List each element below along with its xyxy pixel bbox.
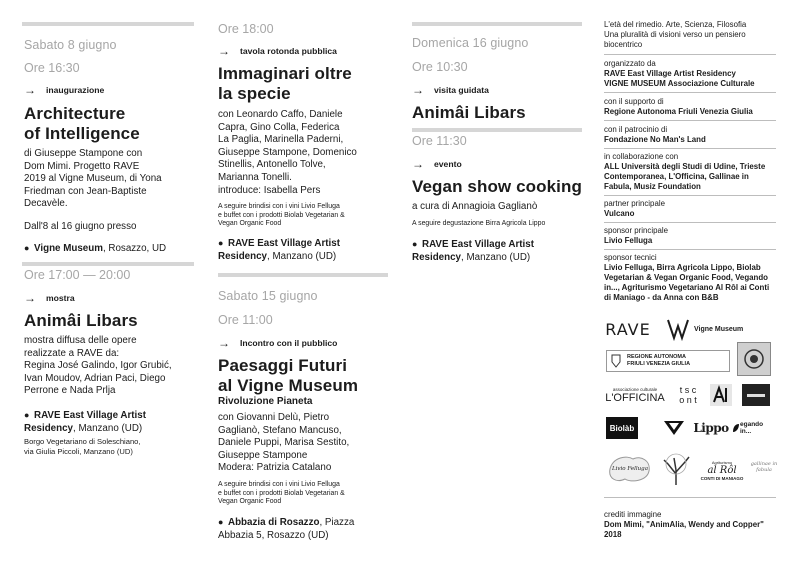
event-type: → visita guidata	[412, 83, 489, 97]
arrow-right-icon: →	[218, 44, 230, 58]
seal-icon	[743, 348, 765, 370]
divider	[22, 262, 194, 266]
event-note: A seguire brindisi con i vini Livio Felluga e buffet con i prodotti Biolab Vegetarian & Vegan Organic Food	[218, 203, 345, 228]
event-description: mostra diffusa delle opere realizzate a RAVE da: Regina José Galindo, Igor Grubić, Ivan Moudov, Adrian Paci, Diego Perrone e Nada Prlja	[24, 335, 172, 397]
event-time: Ore 16:30	[24, 61, 80, 75]
event-description: di Giuseppe Stampone con Dom Mimi. Progetto RAVE 2019 al Vigne Museum, di Yona Friedman con Jean-Baptiste Decavèle.	[24, 148, 162, 210]
event-title: Animâi Libars	[24, 311, 138, 330]
organized-label: organizzato da	[604, 59, 656, 68]
divider	[604, 54, 776, 55]
divider	[218, 273, 388, 277]
vegando-logo: egando in...	[732, 418, 776, 438]
no-mans-land-logo	[737, 342, 771, 376]
event-location: ● RAVE East Village Artist Residency, Manzano (UD)	[24, 410, 146, 434]
event-title: Immaginari oltre la specie	[218, 64, 352, 103]
divider	[412, 128, 582, 132]
day-heading: Domenica 16 giugno	[412, 36, 529, 50]
biolab-logo: Biolàb	[606, 417, 638, 439]
event-title: Paesaggi Futuri al Vigne Museum	[218, 356, 359, 395]
collaboration-label: in collaborazione con	[604, 152, 679, 161]
event-time: Ore 11:30	[412, 134, 467, 148]
bullet-icon: ●	[218, 238, 224, 248]
event-title: Architecture of Intelligence	[24, 104, 140, 143]
event-dates: Dall'8 al 16 giugno presso	[24, 221, 137, 232]
all-university-logo	[710, 384, 732, 406]
event-time: Ore 18:00	[218, 22, 274, 36]
patronage-label: con il patrocinio di	[604, 125, 668, 134]
main-partner-label: partner principale	[604, 199, 665, 208]
regione-crest-icon	[611, 354, 621, 368]
patronage: Fondazione No Man's Land	[604, 135, 706, 144]
divider	[604, 249, 776, 250]
event-location: ● RAVE East Village Artist Residency, Manzano (UD)	[218, 238, 340, 262]
trieste-contemporanea-logo: t s c o n t	[679, 385, 697, 405]
event-note: A seguire brindisi con i vini Livio Felluga e buffet con i prodotti Biolab Vegetarian & Vegan Organic Food	[218, 481, 345, 506]
divider	[604, 120, 776, 121]
support-label: con il supporto di	[604, 97, 664, 106]
divider	[604, 148, 776, 149]
event-location: ● Abbazia di Rosazzo, Piazza Abbazia 5, Rosazzo (UD)	[218, 517, 355, 541]
top-rule	[412, 22, 582, 26]
arrow-right-icon: →	[412, 83, 424, 97]
collaborators: ALL Università degli Studi di Udine, Trieste Contemporanea, L'Officina, Gallinae in Fabula, Musiz Foundation	[604, 162, 766, 191]
day-heading: Sabato 15 giugno	[218, 289, 318, 303]
vigne-museum-mark-icon	[666, 318, 690, 340]
day-heading: Sabato 8 giugno	[24, 38, 117, 52]
tree-illustration-logo	[658, 450, 694, 488]
bullet-icon: ●	[24, 243, 30, 253]
main-sponsor: Livio Felluga	[604, 236, 653, 245]
event-type: → tavola rotonda pubblica	[218, 44, 337, 58]
main-sponsor-label: sponsor principale	[604, 226, 669, 235]
vulcano-mark-icon	[663, 420, 685, 436]
divider	[604, 195, 776, 196]
divider	[604, 497, 776, 498]
gallinae-in-fabula-logo: gallinae in fabula	[750, 461, 778, 473]
tech-sponsors: Livio Felluga, Birra Agricola Lippo, Biolab Vegetarian & Vegan Organic Food, Vegando in..., Agriturismo Vegetariano Al Rôl ai Conti di Maniago - da Anna con B&B	[604, 263, 770, 302]
event-type: → evento	[412, 157, 462, 171]
bullet-icon: ●	[412, 239, 418, 249]
musiz-logo	[742, 384, 770, 406]
vigne-museum-logo: Vigne Museum	[666, 316, 766, 342]
event-participants: con Giovanni Delù, Pietro Gaglianò, Stefano Mancuso, Daniele Puppi, Marisa Sestito, Giuseppe Stampone Modera: Patrizia Catalano	[218, 412, 350, 474]
event-location: ● Vigne Museum, Rosazzo, UD	[24, 243, 167, 254]
divider	[604, 222, 776, 223]
leaf-icon	[732, 423, 740, 433]
divider	[604, 92, 776, 93]
event-title: Animâi Libars	[412, 103, 526, 122]
event-time: Ore 11:00	[218, 313, 273, 327]
event-participants: con Leonardo Caffo, Daniele Capra, Gino Colla, Federica La Paglia, Marinella Paderni, Giuseppe Stampone, Domenico Stinellis, Antonello Tolve, Marianna Tonelli. introduce: Isabella Pers	[218, 109, 357, 196]
event-note: A seguire degustazione Birra Agricola Lippo	[412, 220, 546, 227]
event-curator: a cura di Annagioia Gaglianò	[412, 201, 538, 212]
image-credits-label: crediti immagine	[604, 510, 662, 519]
lippo-logo: Lippo	[693, 421, 729, 435]
arrow-right-icon: →	[218, 336, 230, 350]
event-location: ● RAVE East Village Artist Residency, Manzano (UD)	[412, 239, 534, 263]
regione-fvg-logo: REGIONE AUTONOMA FRIULI VENEZIA GIULIA	[606, 350, 730, 372]
event-time: Ore 10:30	[412, 60, 468, 74]
arrow-right-icon: →	[412, 157, 424, 171]
tree-icon	[660, 452, 692, 486]
organizers: RAVE East Village Artist Residency VIGNE MUSEUM Associazione Culturale	[604, 69, 755, 88]
bullet-icon: ●	[24, 410, 30, 420]
bullet-icon: ●	[218, 517, 224, 527]
location-address: Borgo Vegetariano di Soleschiano, via Giulia Piccoli, Manzano (UD)	[24, 437, 141, 456]
all-logo-icon	[712, 386, 730, 404]
event-type: → mostra	[24, 291, 75, 305]
project-intro: L'età del rimedio. Arte, Scienza, Filosofia Una pluralità di visioni verso un pensiero biocentrico	[604, 20, 747, 49]
image-credits: Dom Mimi, "AnimAlia, Wendy and Copper" 2018	[604, 520, 764, 539]
tech-sponsors-label: sponsor tecnici	[604, 253, 657, 262]
al-rol-logo: Agriturismo al Rôl CONTI DI MANIAGO	[700, 459, 744, 481]
top-rule	[22, 22, 194, 26]
support: Regione Autonoma Friuli Venezia Giulia	[604, 107, 753, 116]
event-title: Vegan show cooking	[412, 177, 582, 196]
arrow-right-icon: →	[24, 291, 36, 305]
livio-felluga-logo: Livio Felluga	[606, 452, 654, 486]
arrow-right-icon: →	[24, 83, 36, 97]
main-partner: Vulcano	[604, 209, 635, 218]
officina-logo: associazione culturale L'OFFICINA	[605, 386, 665, 404]
rave-logo: RAVE	[605, 319, 651, 339]
event-type: → Incontro con il pubblico	[218, 336, 338, 350]
vulcano-logo	[660, 417, 688, 439]
event-time: Ore 17:00 — 20:00	[24, 268, 131, 282]
event-subtitle: Rivoluzione Pianeta	[218, 396, 313, 407]
event-type: → inaugurazione	[24, 83, 105, 97]
